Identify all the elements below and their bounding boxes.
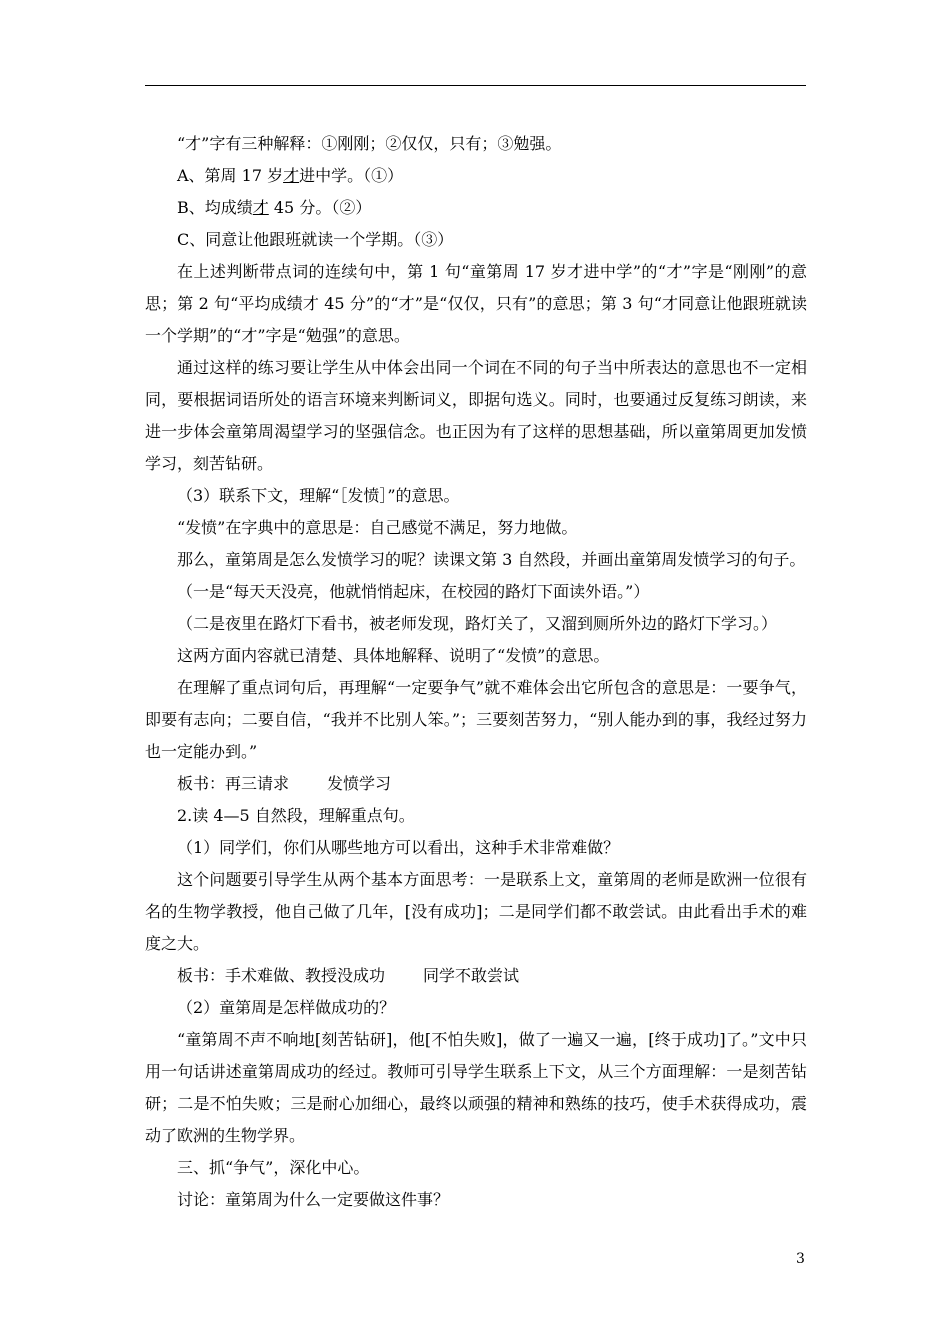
header-rule — [145, 85, 806, 86]
paragraph: 在上述判断带点词的连续句中，第 1 句“童第周 17 岁才进中学”的“才”字是“刚刚”的意思；第 2 句“平均成绩才 45 分”的“才”是“仅仅，只有”的意思；第 3 句“才同意让他跟班就读一个学期”的“才”字是“勉强”的意思。 — [145, 262, 807, 345]
paragraph: （3）联系下文，理解“［发愤］”的意思。 — [177, 486, 460, 505]
blackboard-note: 板书：手术难做、教授没成功 同学不敢尝试 — [177, 966, 520, 985]
paragraph: “才”字有三种解释：①刚刚；②仅仅，只有；③勉强。 — [177, 134, 562, 153]
paragraph: “发愤”在字典中的意思是：自己感觉不满足，努力地做。 — [177, 518, 578, 537]
paragraph: 通过这样的练习要让学生从中体会出同一个词在不同的句子当中所表达的意思也不一定相同，要根据词语所处的语言环境来判断词义，即据句选义。同时，也要通过反复练习朗读，来进一步体会童第周渴望学习的坚强信念。也正因为有了这样的思想基础，所以童第周更加发愤学习，刻苦钻研。 — [145, 358, 807, 473]
paragraph: 那么，童第周是怎么发愤学习的呢？读课文第 3 自然段，并画出童第周发愤学习的句子。 — [177, 550, 806, 569]
paragraph: （1）同学们，你们从哪些地方可以看出，这种手术非常难做？ — [177, 838, 620, 857]
paragraph: （二是夜里在路灯下看书，被老师发现，路灯关了，又溜到厕所外边的路灯下学习。） — [177, 614, 778, 633]
section-heading: 三、抓“争气”，深化中心。 — [177, 1158, 370, 1177]
paragraph: “童第周不声不响地[刻苦钻研]，他[不怕失败]，做了一遍又一遍，[终于成功]了。”文中只用一句话讲述童第周成功的经过。教师可引导学生联系上下文，从三个方面理解：一是刻苦钻研；二是不怕失败；三是耐心加细心，最终以顽强的精神和熟练的技巧，使手术获得成功，震动了欧洲的生物学界。 — [145, 1030, 807, 1145]
paragraph: 讨论：童第周为什么一定要做这件事？ — [177, 1190, 450, 1209]
paragraph: 在理解了重点词句后，再理解“一定要争气”就不难体会出它所包含的意思是：一要争气，即要有志向；二要自信，“我并不比别人笨。”；三要刻苦努力，“别人能办到的事，我经过努力也一定能办到。” — [145, 678, 807, 761]
section-heading: 2.读 4—5 自然段，理解重点句。 — [177, 806, 415, 825]
paragraph: （2）童第周是怎样做成功的？ — [177, 998, 396, 1017]
document-body — [145, 128, 807, 1216]
page-number: 3 — [796, 1251, 805, 1267]
paragraph: 这个问题要引导学生从两个基本方面思考：一是联系上文，童第周的老师是欧洲一位很有名的生物学教授，他自己做了几年，[没有成功]；二是同学们都不敢尝试。由此看出手术的难度之大。 — [145, 870, 807, 953]
example-b: B、均成绩才 45 分。（②） — [177, 198, 372, 217]
paragraph: （一是“每天天没亮，他就悄悄起床，在校园的路灯下面读外语。”） — [177, 582, 650, 601]
paragraph: 这两方面内容就已清楚、具体地解释、说明了“发愤”的意思。 — [177, 646, 610, 665]
example-c: C、同意让他跟班就读一个学期。（③） — [177, 230, 454, 249]
underlined-word: 才 — [283, 166, 300, 185]
underlined-word: 才 — [252, 198, 269, 217]
blackboard-note: 板书：再三请求 发愤学习 — [177, 774, 392, 793]
example-a: A、第周 17 岁才进中学。（①） — [177, 166, 404, 185]
